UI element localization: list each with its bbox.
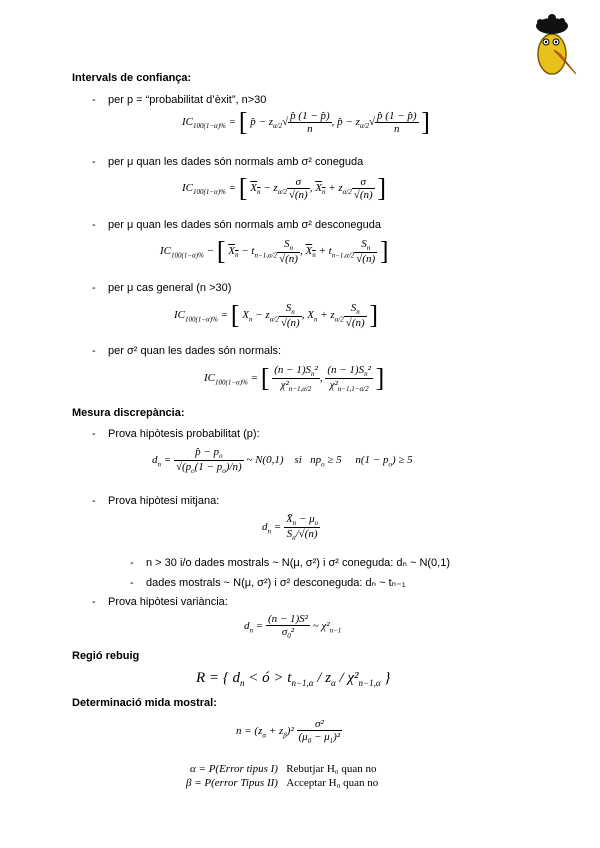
section-title-intervals: Intervals de confiança: xyxy=(72,72,192,84)
list-item: - Prova hipòtesi variància: xyxy=(92,596,228,608)
bullet-text: per μ quan les dades són normals amb σ² desconeguda xyxy=(108,219,382,231)
list-item: - per μ cas general (n >30) xyxy=(92,282,232,294)
list-item: - per μ quan les dades són normals amb σ² coneguda xyxy=(92,156,364,168)
alpha-text: Rebutjar H₀ quan no xyxy=(286,763,377,775)
list-item: - Prova hipòtesis probabilitat (p): xyxy=(92,428,260,440)
bullet-text: Prova hipòtesi mitjana: xyxy=(108,495,220,507)
sub-list-item: - n > 30 i/o dades mostrals ~ N(μ, σ²) i σ² coneguda: dₙ ~ N(0,1) xyxy=(130,557,451,569)
formula-ic-variance: $IC_{100(1-\alpha)\%}$ = [ $\frac{(n - 1)S_n^2}{\chi^2_{n-1,\alpha/2}}$ , $\frac{(n - 1)S_n^2}{\chi^2_{n-1,1-\alpha/2}}$ ] xyxy=(204,363,385,394)
mascot-logo-icon xyxy=(530,12,578,78)
formula-sample-size: $n = (z_\alpha + z_\beta)^2$ $\frac{\text{σ²}}{(\mu_0 - \mu_1)^2}$ xyxy=(236,718,341,746)
list-item: - Prova hipòtesi mitjana: xyxy=(92,495,220,507)
formula-ic-proportion: $IC_{100(1-\alpha)\%}$ = [ p̂ − $z_{\alpha/2}√$ $\frac{p̂ (1 - p̂)}{n}$ , p̂ − $z_{\alpha/2}√$ $\frac{p̂ (1 - p̂)}{n}$ ] xyxy=(182,107,430,137)
bullet-text: per σ² quan les dades són normals: xyxy=(108,345,282,357)
list-item: - per p = “probabilitat d’èxit”, n>30 xyxy=(92,94,267,106)
bullet-text: per μ quan les dades són normals amb σ² coneguda xyxy=(108,156,364,168)
sub-list-item: - dades mostrals ~ N(μ, σ²) i σ² desconeguda: dₙ ~ tₙ₋₁ xyxy=(130,577,406,589)
formula-discrepancy-mean: $d_n$ = $\frac{X̄_n - \mu_o}{S_n/√(n)}$ xyxy=(262,513,319,543)
list-item: - per μ quan les dades són normals amb σ² desconeguda xyxy=(92,219,382,231)
sub-item-text: n > 30 i/o dades mostrals ~ N(μ, σ²) i σ² coneguda: dₙ ~ N(0,1) xyxy=(146,557,451,569)
section-title-discrepancy: Mesura discrepància: xyxy=(72,407,185,419)
formula-discrepancy-proportion: $d_n$ = $\frac{p̂ - p_o}{√(p_o(1 - p_o)/n)}$ ~ N(0,1) si $np_o \ge 5$ $n(1 - p_o) \ge 5$ xyxy=(152,446,413,476)
section-title-rejection: Regió rebuig xyxy=(72,650,140,662)
bullet-text: Prova hipòtesi variància: xyxy=(108,596,228,608)
formula-alpha-definition: α = P(Error tipus I) Rebutjar H₀ quan no xyxy=(190,763,377,775)
section-title-sample-size: Determinació mida mostral: xyxy=(72,697,217,709)
bullet-text: per p = “probabilitat d’èxit”, n>30 xyxy=(108,94,267,106)
formula-ic-mean-known-var: $IC_{100(1-\alpha)\%}$ = [ $X_n - z_{\alpha/2}$ $\frac{\sigma}{√(n)}$ , $X_n + z_{\alpha/2}$ $\frac{\sigma}{√(n)}$ ] xyxy=(182,173,387,203)
beta-text: Acceptar H₀ quan no xyxy=(286,777,379,789)
bullet-text: Prova hipòtesis probabilitat (p): xyxy=(108,428,260,440)
sub-item-text: dades mostrals ~ N(μ, σ²) i σ² desconeguda: dₙ ~ tₙ₋₁ xyxy=(146,577,406,589)
bullet-text: per μ cas general (n >30) xyxy=(108,282,232,294)
formula-ic-mean-general: $IC_{100(1-\alpha)\%}$ = [ $X_n - z_{\alpha/2}$ $\frac{S_n}{√(n)}$ , $X_n + z_{\alpha/2}$ $\frac{S_n}{√(n)}$ ] xyxy=(174,300,379,330)
formula-discrepancy-variance: $d_n$ = $\frac{\text{(n − 1)S²}}{\sigma_0^2}$ ~ $\chi^2_{n-1}$ xyxy=(244,613,342,641)
formula-ic-mean-unknown-var: $IC_{100(1-\alpha)\%}$ − [ $X_n - t_{n-1,\alpha/2}$ $\frac{S_n}{√(n)}$ , $X_n + t_{n-1,\alpha/2}$ $\frac{S_n}{√(n)}$ ] xyxy=(160,236,389,266)
formula-rejection-region: R = { $d_n$ < ó > $t_{n-1,\alpha} / z_\alpha / \chi^2_{n-1,\alpha}$ } xyxy=(196,670,391,688)
list-item: - per σ² quan les dades són normals: xyxy=(92,345,282,357)
formula-beta-definition: β = P(error Tipus II) Acceptar H₀ quan no xyxy=(186,777,379,789)
